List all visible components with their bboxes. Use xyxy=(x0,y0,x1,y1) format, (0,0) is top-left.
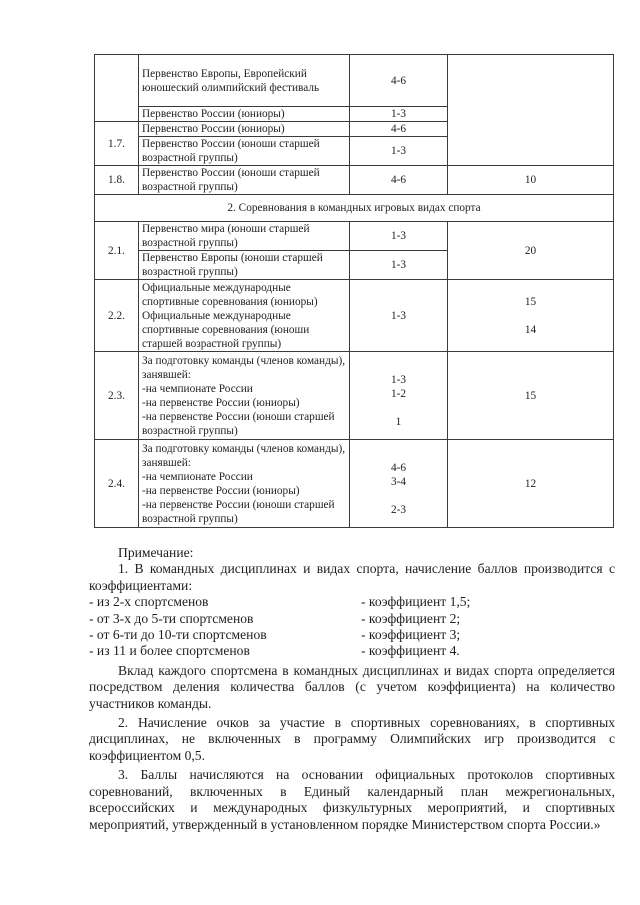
place-cell: 1-3 xyxy=(350,251,448,280)
event-cell: Первенство России (юноши старшей возрастной группы) xyxy=(139,166,350,195)
team-size: - из 2-х спортсменов xyxy=(89,594,209,610)
coefficient-value: - коэффициент 3; xyxy=(361,627,461,643)
table-row xyxy=(95,280,614,352)
event-line: -на первенстве России (юноши старшей возрастной группы) xyxy=(142,410,335,437)
place-cell: 1-3 xyxy=(350,107,448,122)
place-value: 2-3 xyxy=(390,503,407,516)
place-cell: 4-6 xyxy=(350,55,448,107)
table-row xyxy=(95,55,614,107)
event-cell: Первенство Европы, Европейский юношеский олимпийский фестиваль xyxy=(139,55,350,107)
event-cell: Первенство России (юноши старшей возрастной группы) xyxy=(139,137,350,166)
event-line: -на первенстве России (юноши старшей возрастной группы) xyxy=(142,498,335,525)
points-cell: 12 xyxy=(448,440,614,528)
place-value: 1-3 xyxy=(390,373,407,386)
coefficient-value: - коэффициент 2; xyxy=(361,610,461,626)
points-value: 14 xyxy=(524,323,537,336)
list-item xyxy=(89,643,615,659)
place-value: 1 xyxy=(395,415,402,428)
place-cell: 1-3 xyxy=(350,137,448,166)
points-table xyxy=(94,54,614,528)
points-value: 15 xyxy=(524,295,537,308)
coefficient-value: - коэффициент 1,5; xyxy=(361,594,471,610)
points-cell: 20 xyxy=(448,222,614,280)
event-line: Официальные международные спортивные соревнования (юноши старшей возрастной группы) xyxy=(142,309,310,350)
event-line: За подготовку команды (членов команды), занявшей: xyxy=(142,442,346,469)
team-size: - от 6-ти до 10-ти спортсменов xyxy=(89,627,267,643)
event-cell: Первенство мира (юноши старшей возрастной группы) xyxy=(139,222,350,251)
event-cell xyxy=(139,280,350,352)
coefficient-list xyxy=(89,594,615,660)
place-value: 1-2 xyxy=(390,387,407,400)
row-number: 1.8. xyxy=(95,166,139,195)
row-number: 2.4. xyxy=(95,440,139,528)
list-item xyxy=(89,611,615,627)
event-cell xyxy=(139,440,350,528)
event-line: -на первенстве России (юниоры) xyxy=(142,396,300,409)
row-number xyxy=(95,55,139,122)
row-number: 2.1. xyxy=(95,222,139,280)
row-number: 2.2. xyxy=(95,280,139,352)
event-line: -на первенстве России (юниоры) xyxy=(142,484,300,497)
note-2: 2. Начисление очков за участие в спортивных соревнованиях, в спортивных дисциплинах, не включенных в программу Олимпийских игр производится с коэффициентом 0,5. xyxy=(89,715,615,763)
points-cell xyxy=(448,55,614,166)
event-line: -на чемпионате России xyxy=(142,470,253,483)
row-number: 1.7. xyxy=(95,122,139,166)
place-cell: 4-6 xyxy=(350,122,448,137)
table-row xyxy=(95,440,614,528)
list-item xyxy=(89,627,615,643)
place-cell: 1-3 xyxy=(350,222,448,251)
place-cell xyxy=(350,440,448,528)
note-3: 3. Баллы начисляются на основании официальных протоколов спортивных соревнований, включенных в Единый календарный план межрегиональных, всероссийских и международных физкультурных мероприятий, и спортивных мероприятий, утвержденный в установленном порядке Министерством спорта России.» xyxy=(89,767,615,832)
section-title: 2. Соревнования в командных игровых видах спорта xyxy=(95,195,614,222)
event-line: Официальные международные спортивные соревнования (юниоры) xyxy=(142,281,318,308)
contribution-paragraph: Вклад каждого спортсмена в командных дисциплинах и видах спорта определяется посредством деления количества баллов (с учетом коэффициента) на количество участников команды. xyxy=(89,662,615,711)
points-cell: 10 xyxy=(448,166,614,195)
event-cell xyxy=(139,352,350,440)
place-cell: 4-6 xyxy=(350,166,448,195)
table-row xyxy=(95,222,614,251)
note-1: 1. В командных дисциплинах и видах спорта, начисление баллов производится с коэффициентами: xyxy=(89,561,615,593)
event-line: -на чемпионате России xyxy=(142,382,253,395)
place-value: 3-4 xyxy=(390,475,407,488)
row-number: 2.3. xyxy=(95,352,139,440)
place-cell: 1-3 xyxy=(350,280,448,352)
points-cell: 15 xyxy=(448,352,614,440)
points-cell xyxy=(448,280,614,352)
event-cell: Первенство России (юниоры) xyxy=(139,122,350,137)
section-header-row xyxy=(95,195,614,222)
coefficient-value: - коэффициент 4. xyxy=(361,643,460,659)
table-row xyxy=(95,166,614,195)
table-row xyxy=(95,352,614,440)
place-cell xyxy=(350,352,448,440)
event-line: За подготовку команды (членов команды), занявшей: xyxy=(142,354,346,381)
team-size: - из 11 и более спортсменов xyxy=(89,643,250,659)
notes-heading: Примечание: xyxy=(118,545,194,560)
event-cell: Первенство России (юниоры) xyxy=(139,107,350,122)
event-cell: Первенство Европы (юноши старшей возрастной группы) xyxy=(139,251,350,280)
team-size: - от 3-х до 5-ти спортсменов xyxy=(89,610,254,626)
notes-section xyxy=(89,545,615,833)
list-item xyxy=(89,594,615,610)
place-value: 4-6 xyxy=(390,461,407,474)
